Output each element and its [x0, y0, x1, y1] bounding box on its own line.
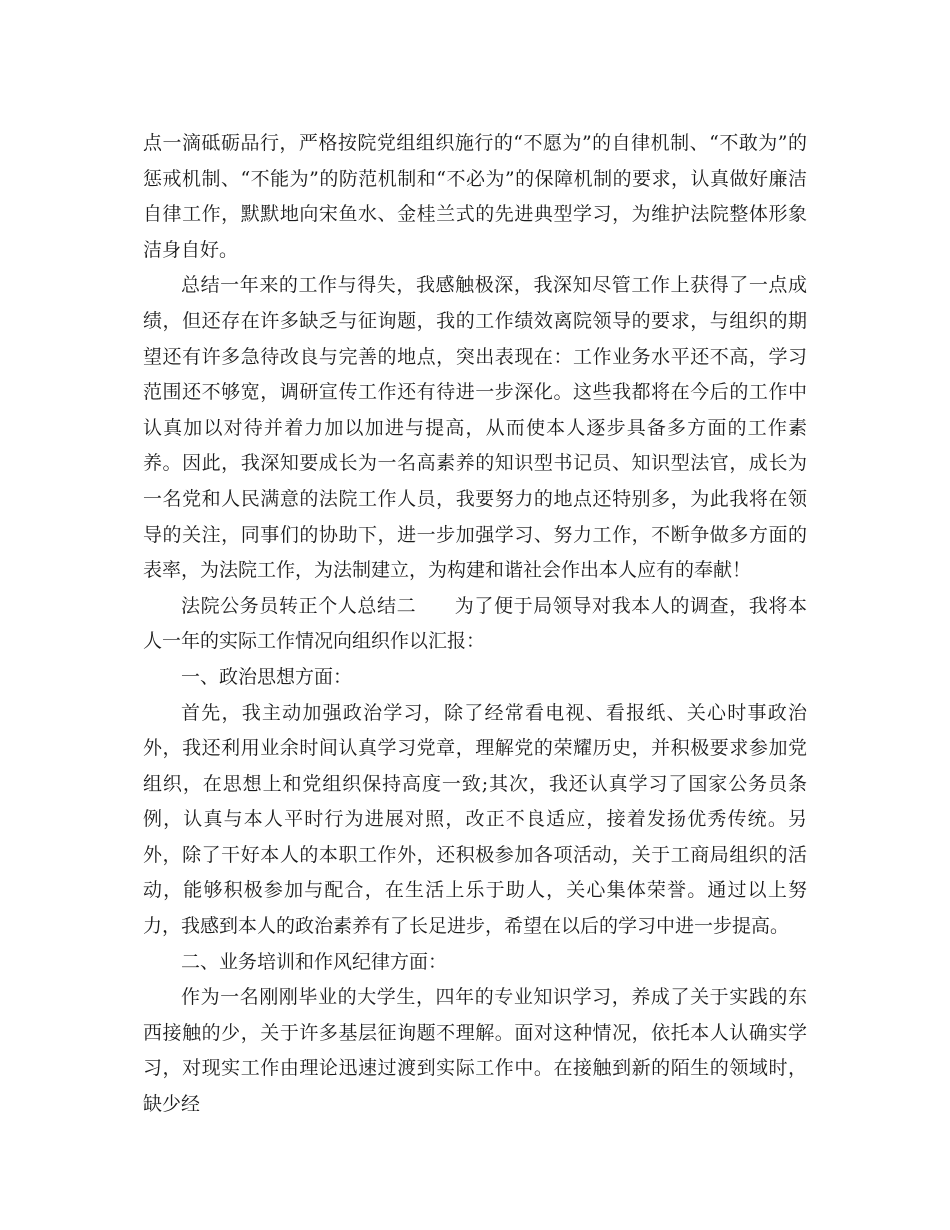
paragraph-5: 首先，我主动加强政治学习，除了经常看电视、看报纸、关心时事政治外，我还利用业余时间认真学习党章，理解党的荣耀历史，并积极要求参加党组织，在思想上和党组织保持高度一致;其次，我还认真学习了国家公务员条例，认真与本人平时行为进展对照，改正不良适应，接着发扬优秀传统。另外，除了干好本人的本职工作外，还积极参加各项活动，关于工商局组织的活动，能够积极参加与配合，在生活上乐于助人，关心集体荣誉。通过以上努力，我感到本人的政治素养有了长足进步，希望在以后的学习中进一步提高。 — [143, 701, 807, 938]
document-body — [143, 126, 807, 1123]
paragraph-2: 总结一年来的工作与得失，我感触极深，我深知尽管工作上获得了一点成绩，但还存在许多缺乏与征询题，我的工作绩效离院领导的要求，与组织的期望还有许多急待改良与完善的地点，突出表现在：工作业务水平还不高，学习范围还不够宽，调研宣传工作还有待进一步深化。这些我都将在今后的工作中认真加以对待并着力加以加进与提高，从而使本人逐步具备多方面的工作素养。因此，我深知要成长为一名高素养的知识型书记员、知识型法官，成长为一名党和人民满意的法院工作人员，我要努力的地点还特别多，为此我将在领导的关注，同事们的协助下，进一步加强学习、努力工作，不断争做多方面的表率，为法院工作，为法制建立，为构建和谐社会作出本人应有的奉献！ — [143, 274, 807, 582]
section-title-political: 一、政治思想方面： — [181, 665, 353, 688]
paragraph-3 — [143, 589, 807, 660]
paragraph-7: 作为一名刚刚毕业的大学生，四年的专业知识学习，养成了关于实践的东西接触的少，关于许多基层征询题不理解。面对这种情况，依托本人认确实学习，对现实工作由理论迅速过渡到实际工作中。在接触到新的陌生的领域时，缺少经 — [143, 986, 807, 1116]
section-title-training: 二、业务培训和作风纪律方面： — [181, 950, 448, 973]
paragraph-1: 点一滴砥砺品行，严格按院党组组织施行的“不愿为”的自律机制、“不敢为”的惩戒机制、“不能为”的防范机制和“不必为”的保障机制的要求，认真做好廉洁自律工作，默默地向宋鱼水、金桂兰式的先进典型学习，为维护法院整体形象洁身自好。 — [143, 132, 807, 261]
paragraph-3-text: 为了便于局领导对我本人的调查，我将本人一年的实际工作情况向组织作以汇报： — [143, 594, 807, 653]
section-heading: 法院公务员转正个人总结二 — [181, 594, 417, 617]
